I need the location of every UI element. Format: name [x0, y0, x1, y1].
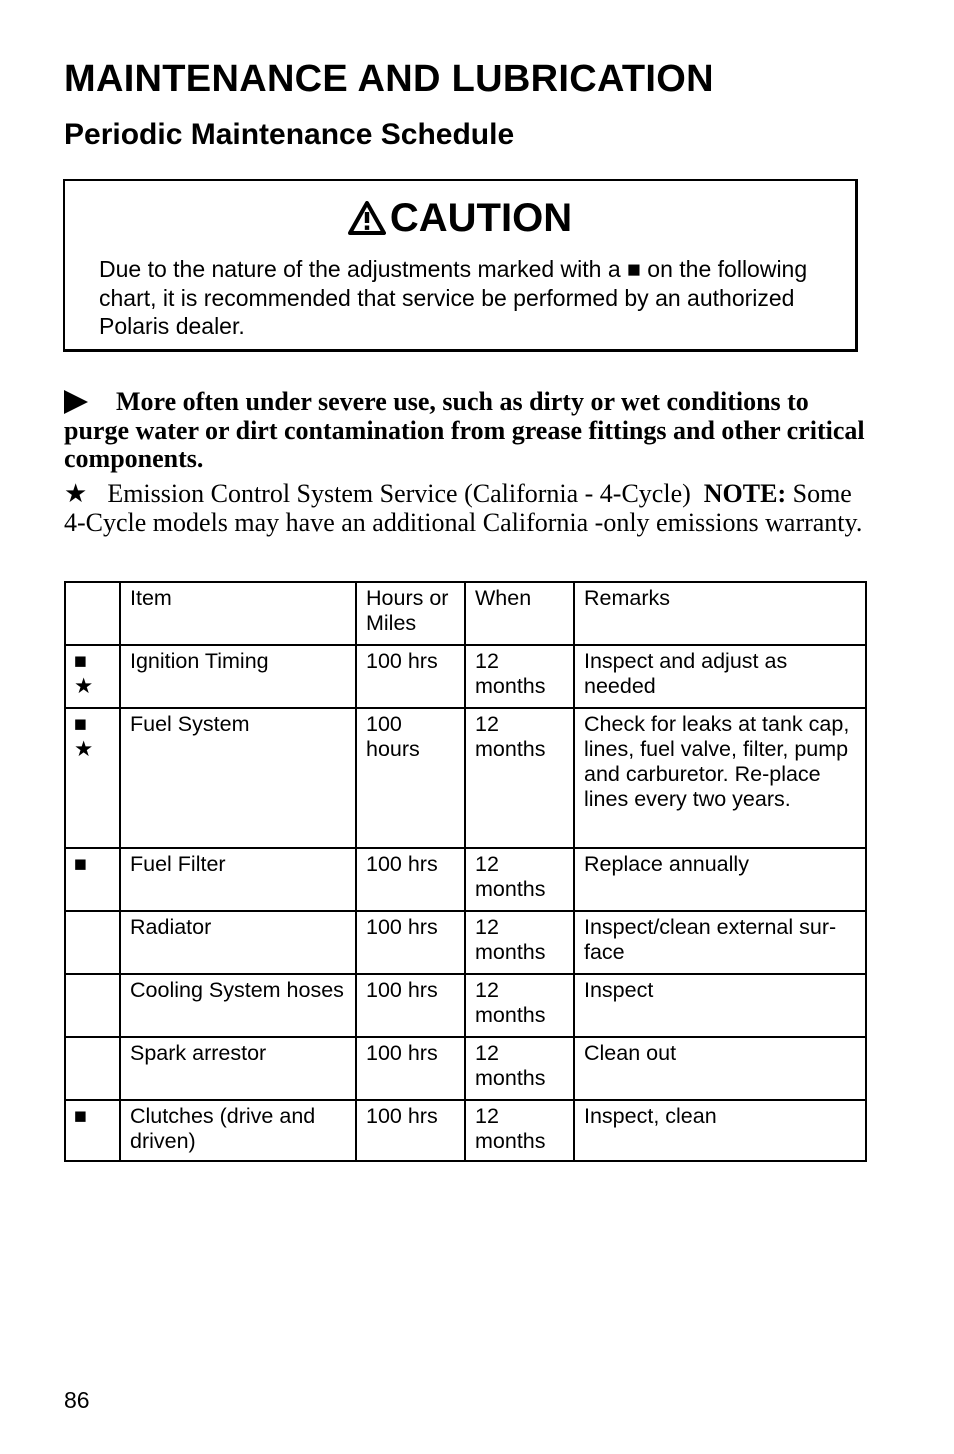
when-cell: 12 months — [465, 974, 574, 1037]
hours-cell: 100 hrs — [356, 974, 465, 1037]
mark-cell — [65, 645, 120, 708]
caution-text-before: Due to the nature of the adjustments marked with a — [99, 256, 628, 282]
maintenance-schedule-table — [64, 581, 867, 1162]
dealer-service-mark: ■ — [74, 649, 87, 673]
item-cell: Radiator — [120, 911, 356, 974]
table-row — [65, 911, 866, 974]
dealer-service-mark: ■ — [74, 1104, 87, 1128]
header-item: Item — [120, 582, 356, 645]
header-mark-cell — [65, 582, 120, 645]
remarks-cell: Inspect — [574, 974, 866, 1037]
mark-cell — [65, 708, 120, 848]
when-cell: 12 months — [465, 645, 574, 708]
caution-box — [63, 179, 858, 352]
header-hours: Hours or Miles — [356, 582, 465, 645]
hours-cell: 100 hrs — [356, 645, 465, 708]
dealer-service-mark: ■ — [74, 852, 87, 876]
emission-service-mark: ★ — [74, 737, 94, 761]
hours-cell: 100 hrs — [356, 911, 465, 974]
section-subtitle: Periodic Maintenance Schedule — [64, 118, 515, 151]
remarks-cell: Check for leaks at tank cap, lines, fuel valve, filter, pump and carburetor. Re-place lines every two years. — [574, 708, 866, 848]
mark-cell — [65, 848, 120, 911]
caution-label: CAUTION — [389, 196, 573, 240]
emission-text: Emission Control System Service (California - 4-Cycle) — [107, 479, 691, 508]
remarks-cell: Inspect, clean — [574, 1100, 866, 1161]
remarks-cell: Clean out — [574, 1037, 866, 1100]
item-cell: Fuel System — [120, 708, 356, 848]
star-symbol: ★ — [64, 479, 88, 508]
table-row — [65, 1100, 866, 1161]
when-cell: 12 months — [465, 1100, 574, 1161]
severe-use-note — [64, 388, 874, 474]
item-cell: Ignition Timing — [120, 645, 356, 708]
when-cell: 12 months — [465, 708, 574, 848]
item-cell: Cooling System hoses — [120, 974, 356, 1037]
item-cell: Spark arrestor — [120, 1037, 356, 1100]
table-row — [65, 848, 866, 911]
table-row — [65, 974, 866, 1037]
mark-cell — [65, 1100, 120, 1161]
header-when: When — [465, 582, 574, 645]
warning-triangle-icon — [348, 201, 386, 235]
emission-note — [64, 480, 874, 537]
mark-cell — [65, 1037, 120, 1100]
table-row — [65, 708, 866, 848]
emission-service-mark: ★ — [74, 674, 94, 698]
square-mark-symbol: ■ — [627, 256, 641, 282]
hours-cell: 100 hours — [356, 708, 465, 848]
caution-text — [99, 255, 839, 341]
severe-use-text: More often under severe use, such as dirty or wet conditions to purge water or dirt contamination from grease fittings and other critical components. — [64, 387, 865, 473]
item-cell: Fuel Filter — [120, 848, 356, 911]
hours-cell: 100 hrs — [356, 1100, 465, 1161]
note-label: NOTE: — [703, 479, 787, 508]
note-text: Some 4-Cycle models may have an additional California -only emissions warranty. — [64, 479, 863, 537]
mark-cell — [65, 974, 120, 1037]
caution-heading — [65, 195, 855, 241]
when-cell: 12 months — [465, 1037, 574, 1100]
remarks-cell: Inspect/clean external sur-face — [574, 911, 866, 974]
table-row — [65, 645, 866, 708]
table-header-row — [65, 582, 866, 645]
header-remarks: Remarks — [574, 582, 866, 645]
caution-text-after: on the following chart, it is recommended that service be performed by an authorized Polaris dealer. — [99, 256, 808, 339]
mark-cell — [65, 911, 120, 974]
page-number: 86 — [64, 1387, 90, 1413]
remarks-cell: Inspect and adjust as needed — [574, 645, 866, 708]
hours-cell: 100 hrs — [356, 1037, 465, 1100]
remarks-cell: Replace annually — [574, 848, 866, 911]
item-cell: Clutches (drive and driven) — [120, 1100, 356, 1161]
when-cell: 12 months — [465, 911, 574, 974]
triangle-right-icon — [64, 390, 88, 414]
dealer-service-mark: ■ — [74, 712, 87, 736]
when-cell: 12 months — [465, 848, 574, 911]
page-title: MAINTENANCE AND LUBRICATION — [64, 58, 714, 100]
table-row — [65, 1037, 866, 1100]
hours-cell: 100 hrs — [356, 848, 465, 911]
